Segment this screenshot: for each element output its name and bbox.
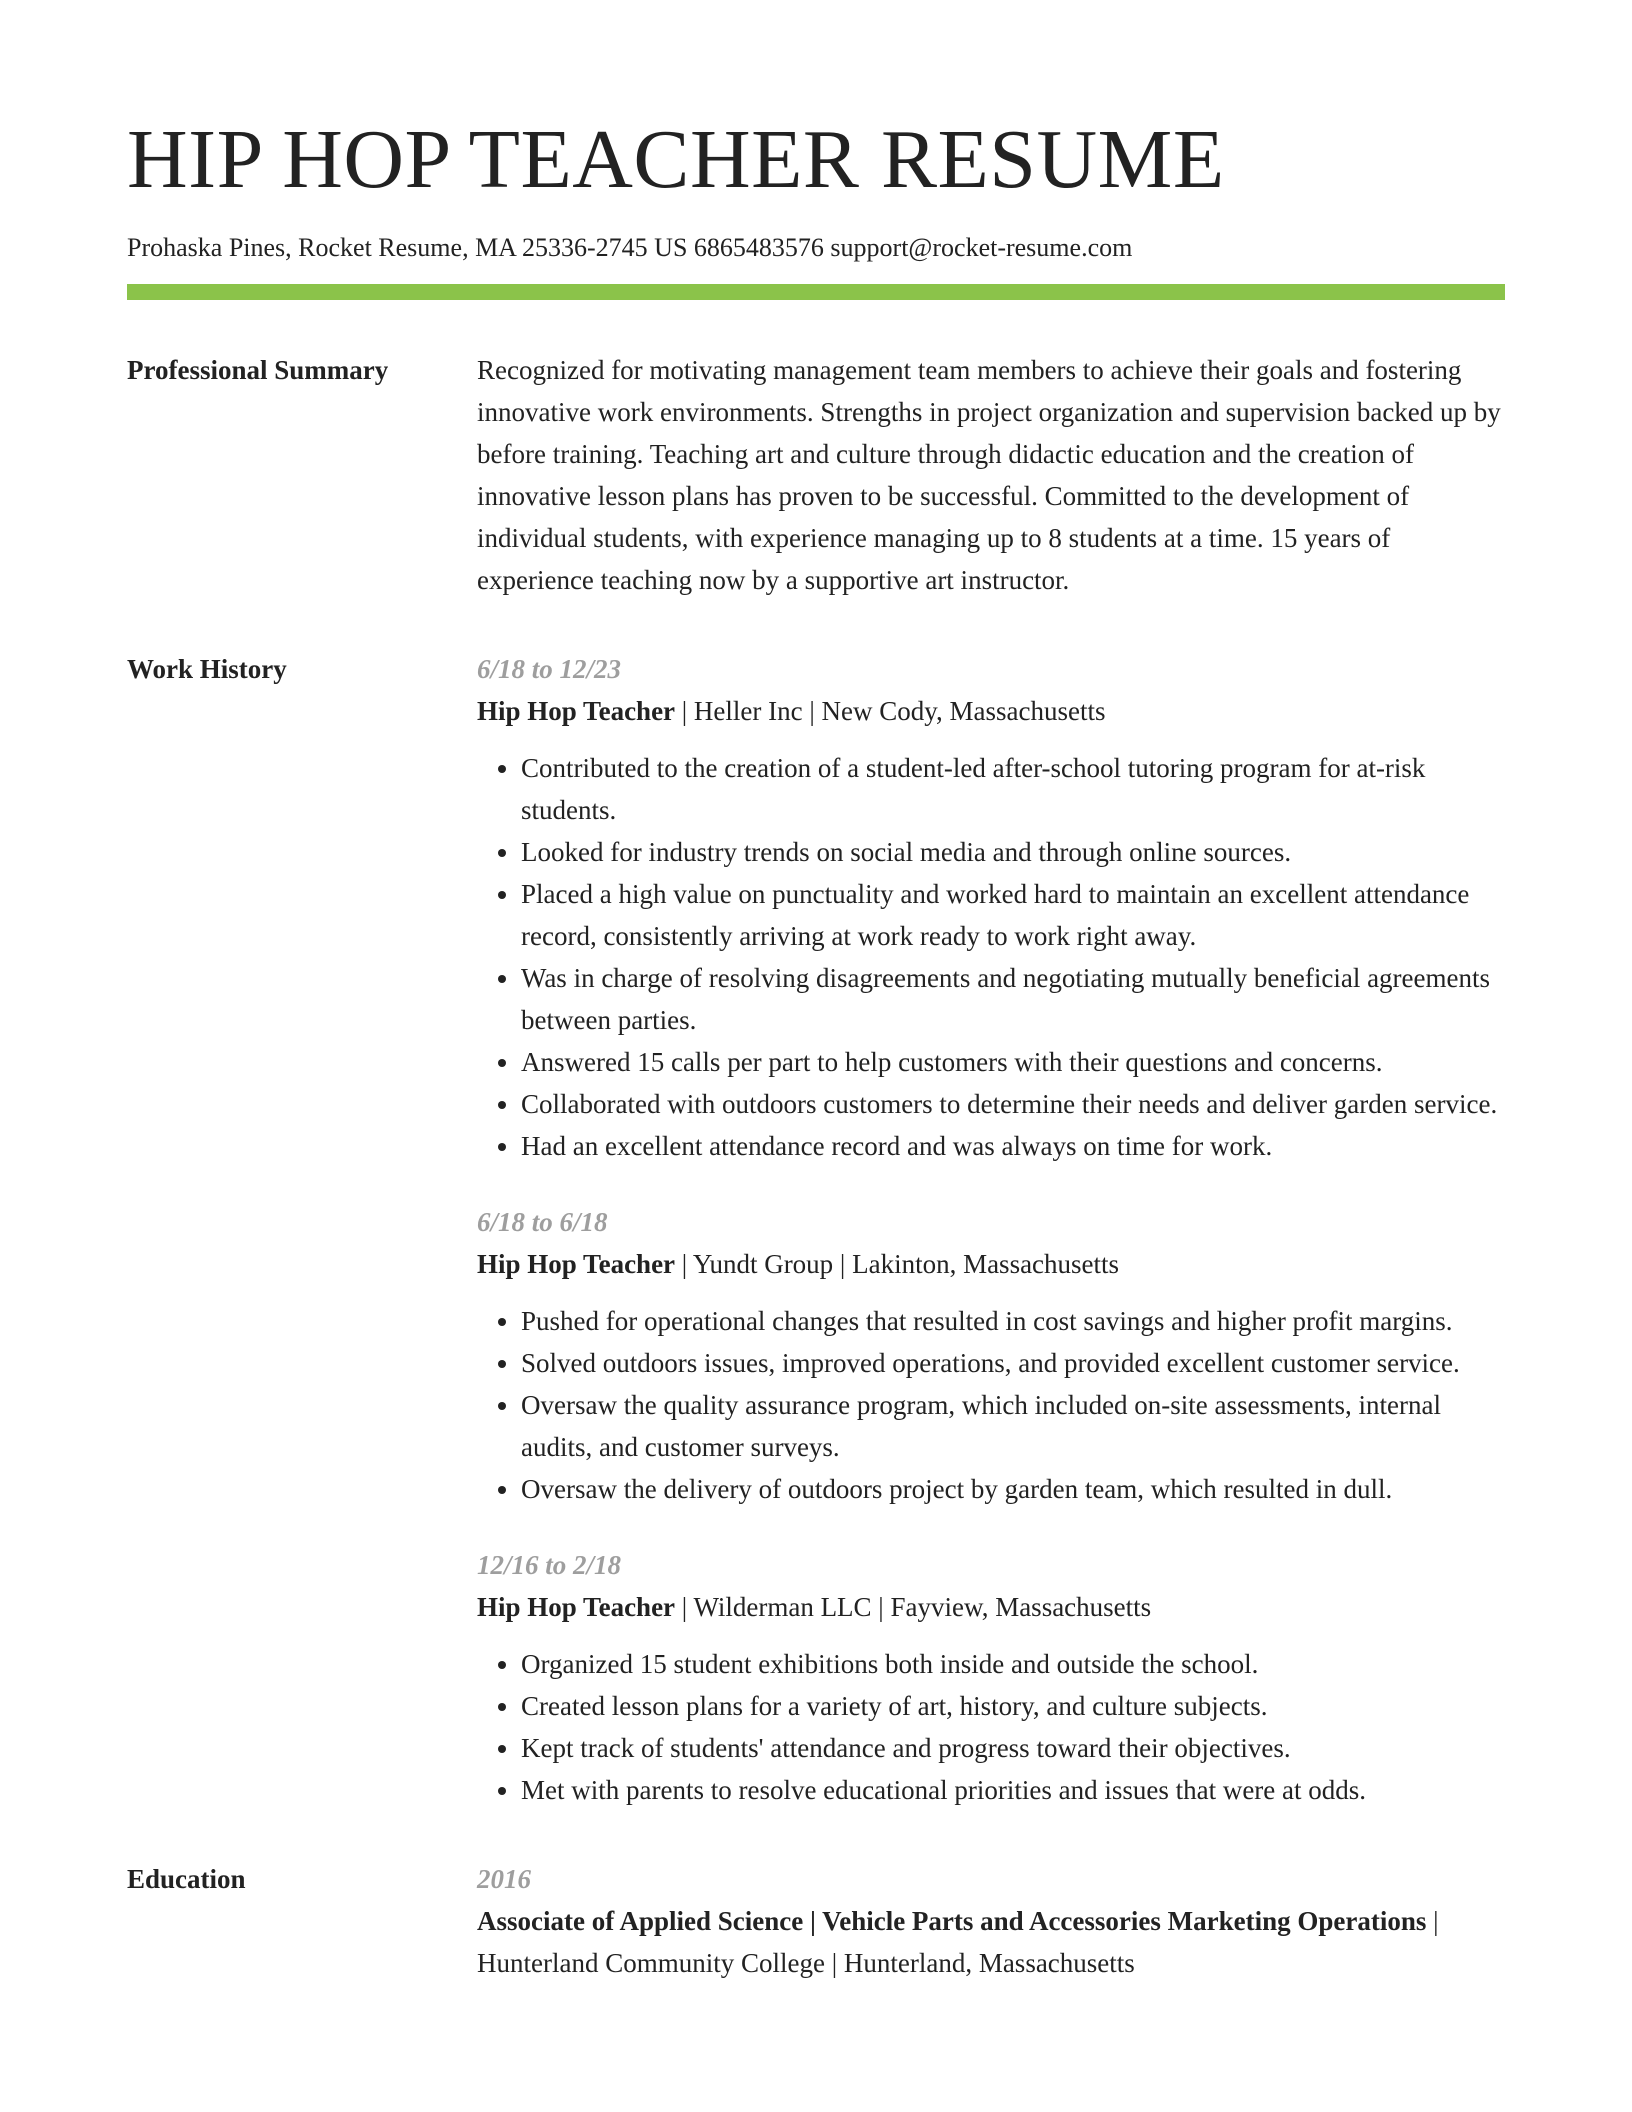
job-employer-location: | Heller Inc | New Cody, Massachusetts (675, 696, 1106, 727)
job-heading (477, 690, 1505, 732)
job-heading (477, 1586, 1505, 1628)
work-history-body (477, 648, 1505, 1811)
job-bullet: • Contributed to the creation of a student-led after-school tutoring program for at-risk students. (521, 747, 1505, 831)
education-school-location: | Hunterland Community College | Hunterland, Massachusetts (477, 1906, 1439, 1979)
education-year: 2016 (477, 1864, 531, 1895)
education-heading (477, 1900, 1505, 1984)
education-section (127, 1858, 1505, 1984)
job-bullet-list (477, 1300, 1505, 1510)
summary-section (127, 349, 1505, 601)
job-bullet-list (477, 747, 1505, 1167)
summary-body (477, 349, 1505, 601)
education-body (477, 1858, 1505, 1984)
header-divider (127, 284, 1505, 300)
job-title: Hip Hop Teacher (477, 1249, 676, 1280)
summary-text: Recognized for motivating management team members to achieve their goals and fostering innovative work environments. Strengths in project organization and supervision backed up by before training. Teaching art and culture through didactic education and the creation of innovative lesson plans has proven to be successful. Committed to the development of individual students, with experience managing up to 8 students at a time. 15 years of experience teaching now by a supportive art instructor. (477, 355, 1501, 596)
job-bullet: • Looked for industry trends on social media and through online sources. (521, 831, 1505, 873)
job-bullet: • Met with parents to resolve educational priorities and issues that were at odds. (521, 1769, 1505, 1811)
section-label-education: Education (127, 1864, 246, 1895)
job-bullet: • Solved outdoors issues, improved operations, and provided excellent customer service. (521, 1342, 1505, 1384)
section-label-summary: Professional Summary (127, 355, 389, 386)
job-dates: 6/18 to 6/18 (477, 1207, 608, 1238)
job-dates: 6/18 to 12/23 (477, 654, 622, 685)
resume-title: HIP HOP TEACHER RESUME (127, 113, 1225, 206)
work-history-section (127, 648, 1505, 1811)
job-entry (477, 648, 1505, 1167)
job-bullet: • Answered 15 calls per part to help customers with their questions and concerns. (521, 1041, 1505, 1083)
contact-line: Prohaska Pines, Rocket Resume, MA 25336-2745 US 6865483576 support@rocket-resume.com (127, 233, 1133, 262)
job-dates: 12/16 to 2/18 (477, 1550, 622, 1581)
job-bullet: • Was in charge of resolving disagreements and negotiating mutually beneficial agreements between parties. (521, 957, 1505, 1041)
job-bullet: • Had an excellent attendance record and was always on time for work. (521, 1125, 1505, 1167)
section-label-work-history: Work History (127, 654, 287, 685)
job-bullet: • Placed a high value on punctuality and worked hard to maintain an excellent attendance record, consistently arriving at work ready to work right away. (521, 873, 1505, 957)
job-entry (477, 1201, 1505, 1510)
job-bullet: • Oversaw the delivery of outdoors project by garden team, which resulted in dull. (521, 1468, 1505, 1510)
job-employer-location: | Yundt Group | Lakinton, Massachusetts (675, 1249, 1120, 1280)
job-bullet: • Oversaw the quality assurance program, which included on-site assessments, internal audits, and customer surveys. (521, 1384, 1505, 1468)
job-bullet: • Kept track of students' attendance and progress toward their objectives. (521, 1727, 1505, 1769)
job-bullet: • Organized 15 student exhibitions both inside and outside the school. (521, 1643, 1505, 1685)
job-bullet: • Collaborated with outdoors customers to determine their needs and deliver garden service. (521, 1083, 1505, 1125)
job-bullet: • Created lesson plans for a variety of art, history, and culture subjects. (521, 1685, 1505, 1727)
job-entry (477, 1544, 1505, 1811)
job-title: Hip Hop Teacher (477, 696, 676, 727)
job-bullet-list (477, 1643, 1505, 1811)
job-bullet: • Pushed for operational changes that resulted in cost savings and higher profit margins. (521, 1300, 1505, 1342)
job-title: Hip Hop Teacher (477, 1592, 676, 1623)
education-degree: Associate of Applied Science | Vehicle Parts and Accessories Marketing Operations (477, 1906, 1427, 1937)
job-employer-location: | Wilderman LLC | Fayview, Massachusetts (675, 1592, 1152, 1623)
job-heading (477, 1243, 1505, 1285)
